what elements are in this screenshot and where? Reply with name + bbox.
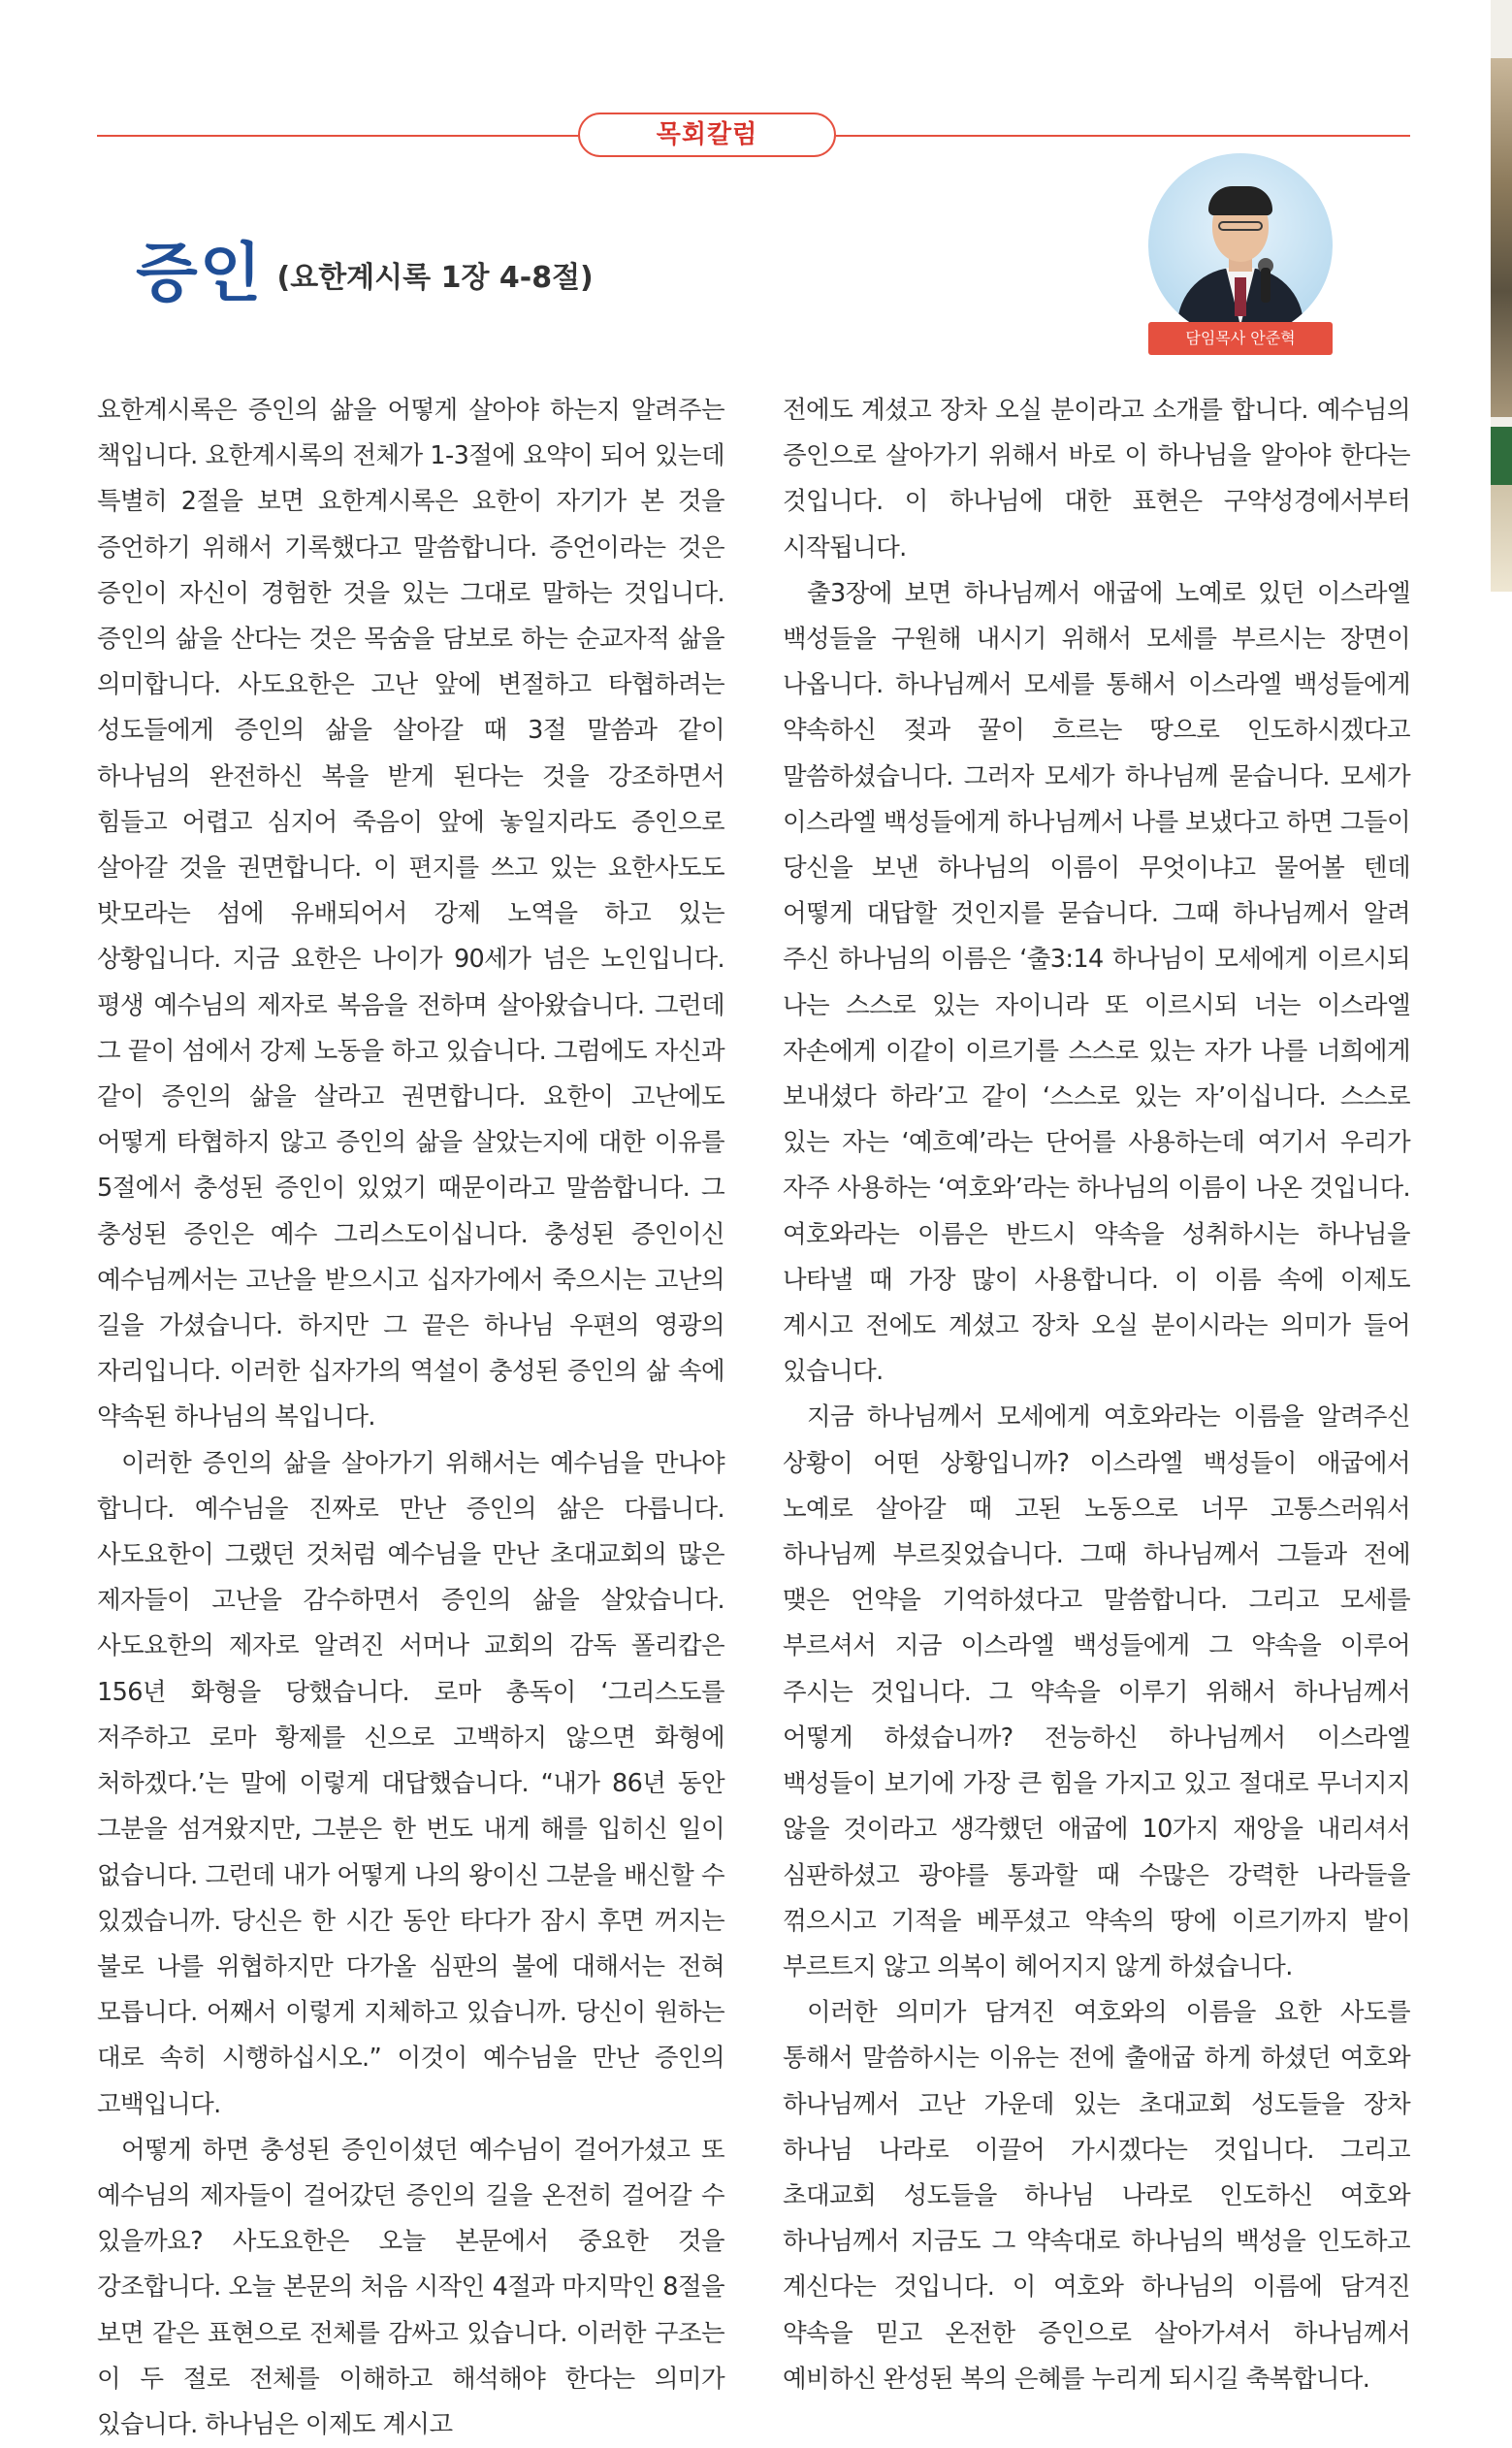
microphone-handle bbox=[1261, 268, 1271, 303]
section-label: 목회칼럼 bbox=[578, 113, 836, 157]
photo-fragment bbox=[1491, 58, 1512, 417]
portrait-glasses bbox=[1218, 221, 1263, 231]
photo-fragment bbox=[1491, 485, 1512, 592]
portrait-tie bbox=[1235, 277, 1246, 316]
header-rule-left bbox=[97, 135, 578, 137]
paragraph: 이러한 증인의 삶을 살아가기 위해서는 예수님을 만나야 합니다. 예수님을 진짜로 만난 증인의 삶은 다릅니다. 사도요한이 그랬던 것처럼 예수님을 만난 초대교회의 많은 제자들이 고난을 감수하면서 증인의 삶을 살았습니다. 사도요한의 제자로 알려진 서머나 교회의 감독 폴리캅은 156년 화형을 당했습니다. 로마 총독이 ‘그리스도를 저주하고 로마 황제를 신으로 고백하지 않으면 화형에 처하겠다.’는 말에 이렇게 대답했습니다. “내가 86년 동안 그분을 섬겨왔지만, 그분은 한 번도 내게 해를 입히신 일이 없습니다. 그런데 내가 어떻게 나의 왕이신 그분을 배신할 수 있겠습니까. 당신은 한 시간 동안 타다가 잠시 후면 꺼지는 불로 나를 위협하지만 다가올 심판의 불에 대해서는 전혀 모릅니다. 어째서 이렇게 지체하고 있습니까. 당신이 원하는 대로 속히 시행하십시오.” 이것이 예수님을 만난 증인의 고백입니다. bbox=[97, 1448, 724, 2119]
paragraph: 출3장에 보면 하나님께서 애굽에 노예로 있던 이스라엘 백성들을 구원해 내시기 위해서 모세를 부르시는 장면이 나옵니다. 하나님께서 모세를 통해서 이스라엘 백성들에게 약속하신 젖과 꿀이 흐르는 땅으로 인도하시겠다고 말씀하셨습니다. 그러자 모세가 하나님께 묻습니다. 모세가 이스라엘 백성들에게 하나님께서 나를 보냈다고 하면 그들이 당신을 보낸 하나님의 이름이 무엇이냐고 물어볼 텐데 어떻게 대답할 것인지를 묻습니다. 그때 하나님께서 알려 주신 하나님의 이름은 ‘출3:14 하나님이 모세에게 이르시되 나는 스스로 있는 자이니라 또 이르시되 너는 이스라엘 자손에게 이같이 이르기를 스스로 있는 자가 나를 너희에게 보내셨다 하라’고 같이 ‘스스로 있는 자’이십니다. 스스로 있는 자는 ‘예흐예’라는 단어를 사용하는데 여기서 우리가 자주 사용하는 ‘여호와’라는 하나님의 이름이 나온 것입니다. 여호와라는 이름은 반드시 약속을 성취하시는 하나님을 나타낼 때 가장 많이 사용합니다. 이 이름 속에 이제도 계시고 전에도 계셨고 장차 오실 분이시라는 의미가 들어 있습니다. bbox=[783, 578, 1410, 1387]
paragraph: 전에도 계셨고 장차 오실 분이라고 소개를 합니다. 예수님의 증인으로 살아가기 위해서 바로 이 하나님을 알아야 한다는 것입니다. 이 하나님에 대한 표현은 구약성경에서부터 시작됩니다. bbox=[783, 396, 1410, 563]
article-title: 증인 bbox=[136, 236, 264, 310]
article-title-block bbox=[136, 221, 594, 313]
portrait-hair bbox=[1208, 186, 1272, 215]
paragraph: 이러한 의미가 담겨진 여호와의 이름을 요한 사도를 통해서 말씀하시는 이유는 전에 출애굽 하게 하셨던 여호와 하나님께서 고난 가운데 있는 초대교회 성도들을 장차 하나님 나라로 이끌어 가시겠다는 것입니다. 그리고 초대교회 성도들을 하나님 나라로 인도하신 여호와 하나님께서 지금도 그 약속대로 하나님의 백성을 인도하고 계신다는 것입니다. 이 여호와 하나님의 이름에 담겨진 약속을 믿고 온전한 증인으로 살아가셔서 하나님께서 예비하신 완성된 복의 은혜를 누리게 되시길 축복합니다. bbox=[783, 1998, 1410, 2394]
body-column-right bbox=[783, 388, 1410, 2402]
adjacent-page-photo-strip bbox=[1491, 0, 1512, 592]
scripture-reference: (요한계시록 1장 4-8절) bbox=[276, 261, 594, 295]
paragraph: 지금 하나님께서 모세에게 여호와라는 이름을 알려주신 상황이 어떤 상황입니까? 이스라엘 백성들이 애굽에서 노예로 살아갈 때 고된 노동으로 너무 고통스러워서 하나님께 부르짖었습니다. 그때 하나님께서 그들과 전에 맺은 언약을 기억하셨다고 말씀합니다. 그리고 모세를 부르셔서 지금 이스라엘 백성들에게 그 약속을 이루어 주시는 것입니다. 그 약속을 이루기 위해서 하나님께서 어떻게 하셨습니까? 전능하신 하나님께서 이스라엘 백성들이 보기에 가장 큰 힘을 가지고 있고 절대로 무너지지 않을 것이라고 생각했던 애굽에 10가지 재앙을 내리셔서 심판하셨고 광야를 통과할 때 수많은 강력한 나라들을 꺾으시고 기적을 베푸셨고 약속의 땅에 이르기까지 발이 부르트지 않고 의복이 헤어지지 않게 하셨습니다. bbox=[783, 1402, 1410, 1981]
header-rule-right bbox=[836, 135, 1410, 137]
pastor-portrait bbox=[1148, 153, 1333, 338]
author-caption: 담임목사 안준혁 bbox=[1148, 322, 1333, 355]
paragraph: 어떻게 하면 충성된 증인이셨던 예수님이 걸어가셨고 또 예수님의 제자들이 걸어갔던 증인의 길을 온전히 걸어갈 수 있을까요? 사도요한은 오늘 본문에서 중요한 것을 강조합니다. 오늘 본문의 처음 시작인 4절과 마지막인 8절을 보면 같은 표현으로 전체를 감싸고 있습니다. 이러한 구조는 이 두 절로 전체를 이해하고 해석해야 한다는 의미가 있습니다. 하나님은 이제도 계시고 bbox=[97, 2135, 724, 2439]
photo-fragment bbox=[1491, 427, 1512, 485]
paragraph: 요한계시록은 증인의 삶을 어떻게 살아야 하는지 알려주는 책입니다. 요한계시록의 전체가 1-3절에 요약이 되어 있는데 특별히 2절을 보면 요한계시록은 요한이 자기가 본 것을 증언하기 위해서 기록했다고 말씀합니다. 증언이라는 것은 증인이 자신이 경험한 것을 있는 그대로 말하는 것입니다. 증인의 삶을 산다는 것은 목숨을 담보로 하는 순교자적 삶을 의미합니다. 사도요한은 고난 앞에 변절하고 타협하려는 성도들에게 증인의 삶을 살아갈 때 3절 말씀과 같이 하나님의 완전하신 복을 받게 된다는 것을 강조하면서 힘들고 어렵고 심지어 죽음이 앞에 놓일지라도 증인으로 살아갈 것을 권면합니다. 이 편지를 쓰고 있는 요한사도도 밧모라는 섬에 유배되어서 강제 노역을 하고 있는 상황입니다. 지금 요한은 나이가 90세가 넘은 노인입니다. 평생 예수님의 제자로 복음을 전하며 살아왔습니다. 그런데 그 끝이 섬에서 강제 노동을 하고 있습니다. 그럼에도 자신과 같이 증인의 삶을 살라고 권면합니다. 요한이 고난에도 어떻게 타협하지 않고 증인의 삶을 살았는지에 대한 이유를 5절에서 충성된 증인이 있었기 때문이라고 말씀합니다. 그 충성된 증인은 예수 그리스도이십니다. 충성된 증인이신 예수님께서는 고난을 받으시고 십자가에서 죽으시는 고난의 길을 가셨습니다. 하지만 그 끝은 하나님 우편의 영광의 자리입니다. 이러한 십자가의 역설이 충성된 증인의 삶 속에 약속된 하나님의 복입니다. bbox=[97, 396, 724, 1433]
body-column-left bbox=[97, 388, 724, 2448]
